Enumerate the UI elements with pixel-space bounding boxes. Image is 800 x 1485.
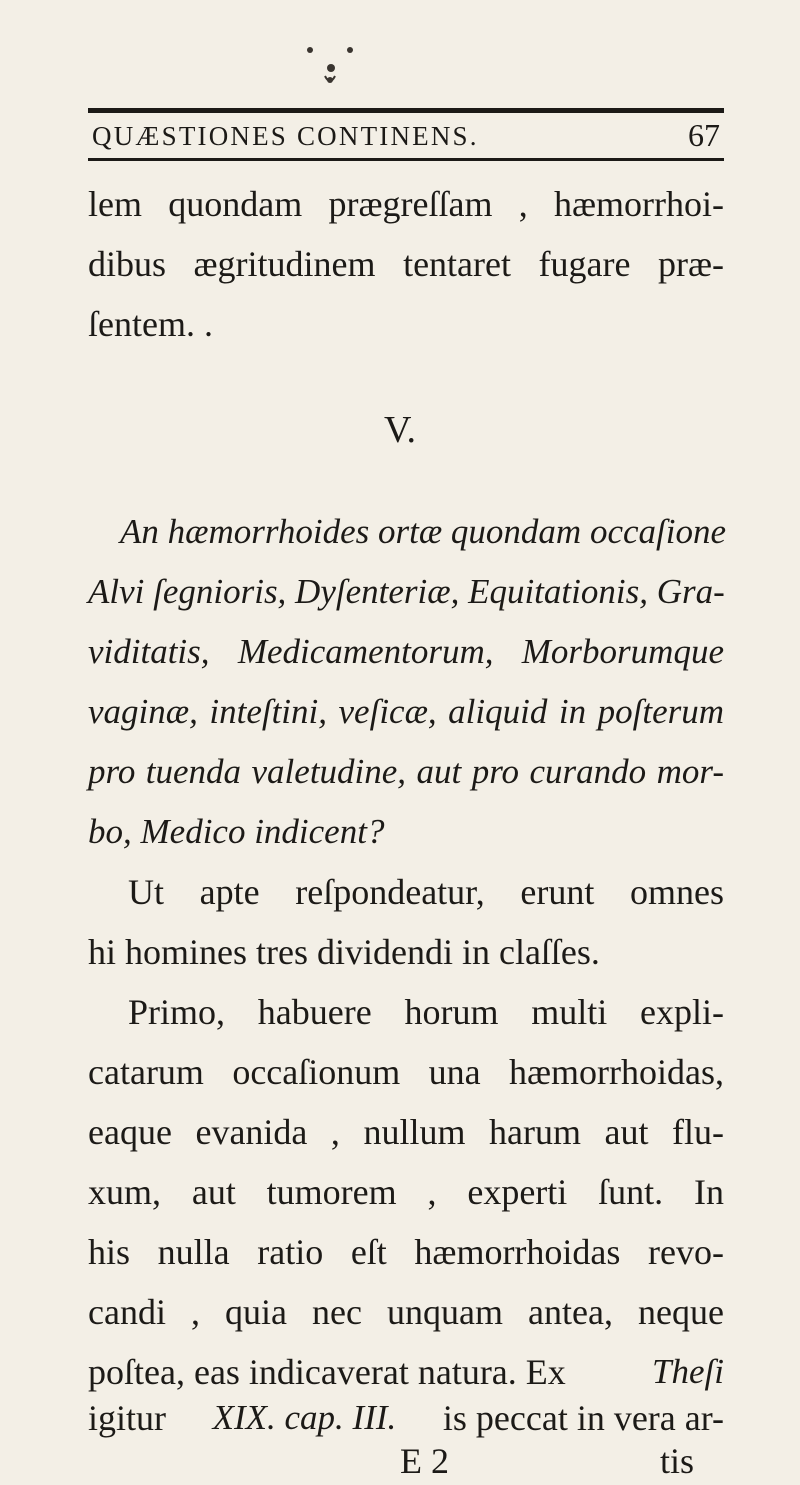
- question-line: pro tuenda valetudine, aut pro curando mor-: [88, 752, 724, 791]
- text-line: ſentem. .: [88, 304, 213, 344]
- signature-mark: E 2: [400, 1441, 449, 1481]
- running-title: QUÆSTIONES CONTINENS.: [92, 121, 479, 151]
- page-number: 67: [688, 117, 720, 153]
- question-line: bo, Medico indicent?: [88, 812, 385, 851]
- answer-line: his nulla ratio eſt hæmorrhoidas revo-: [88, 1232, 724, 1272]
- answer-line: xum, aut tumorem , experti ſunt. In: [88, 1172, 724, 1212]
- answer-line-with-ref: [88, 1350, 724, 1394]
- answer-line: Ut apte reſpondeatur, erunt omnes: [128, 872, 724, 912]
- answer-line: Primo, habuere horum multi expli-: [128, 992, 724, 1032]
- answer-line: eaque evanida , nullum harum aut flu-: [88, 1112, 724, 1152]
- question-line: viditatis, Medicamentorum, Morborumque: [88, 632, 724, 671]
- catchword: tis: [660, 1441, 695, 1481]
- question-line: An hæmorrhoides ortæ quondam occaſione: [120, 512, 727, 551]
- section-number: V.: [383, 409, 417, 451]
- answer-line: hi homines tres dividendi in claſſes.: [88, 932, 600, 972]
- header-rule-bottom: [88, 158, 724, 161]
- running-head: [88, 113, 724, 158]
- answer-line: candi , quia nec unquam antea, neque: [88, 1292, 724, 1332]
- chapter-reference: XIX. cap. III.: [212, 1398, 397, 1437]
- answer-line-with-ref: [88, 1396, 724, 1440]
- text-line: dibus ægritudinem tentaret fugare præ-: [88, 244, 724, 284]
- answer-line-text: is peccat in vera ar-: [442, 1398, 724, 1438]
- answer-line-text: poſtea, eas indicaverat natura. Ex: [88, 1352, 566, 1392]
- printer-ornament-icon: [300, 40, 360, 100]
- answer-line-text: igitur: [88, 1398, 166, 1438]
- question-line: vaginæ, inteſtini, veſicæ, aliquid in poſterum: [88, 692, 724, 731]
- thesis-reference: Theſi: [652, 1352, 724, 1391]
- text-line: lem quondam prægreſſam , hæmorrhoi-: [88, 184, 724, 224]
- answer-line: catarum occaſionum una hæmorrhoidas,: [88, 1052, 724, 1092]
- question-line: Alvi ſegnioris, Dyſenteriæ, Equitationis, Gra-: [88, 572, 725, 611]
